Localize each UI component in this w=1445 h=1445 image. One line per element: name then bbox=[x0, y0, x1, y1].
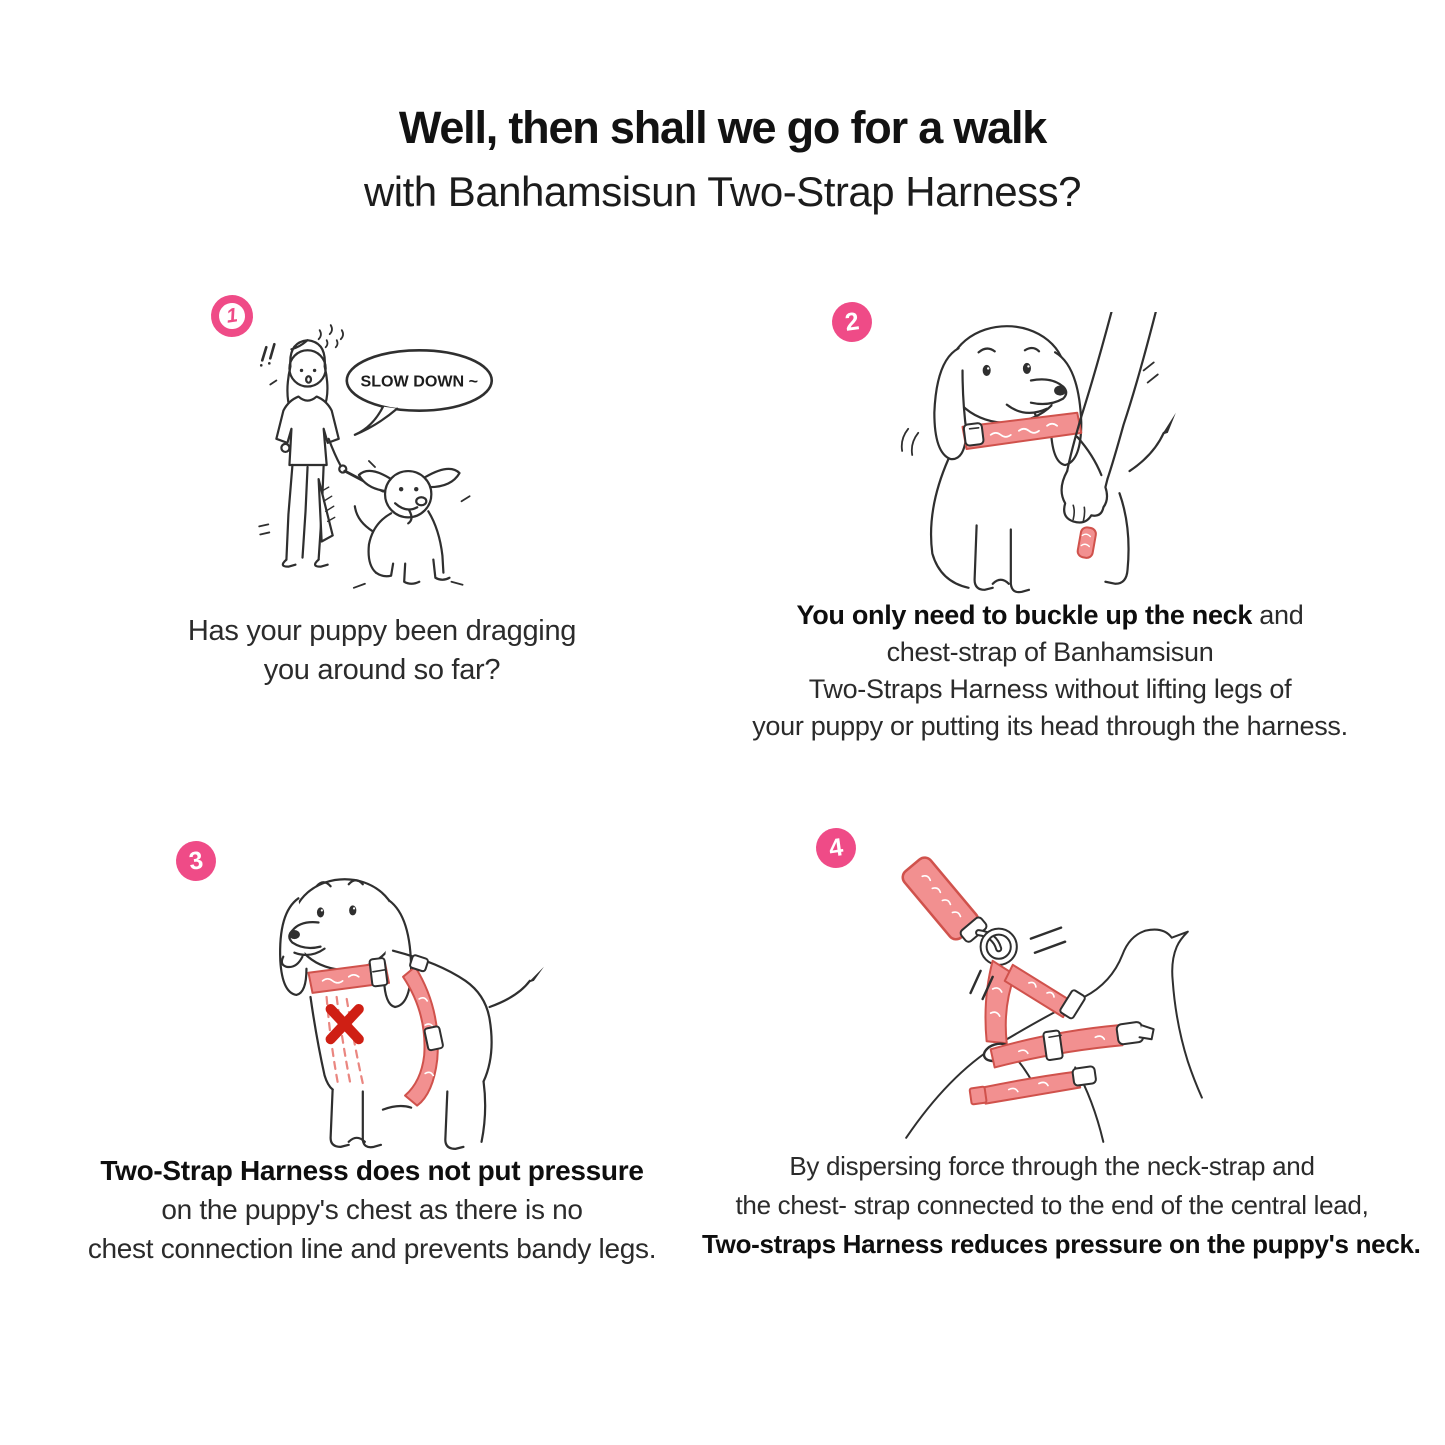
step-2-number-badge bbox=[829, 299, 874, 344]
caption-line bbox=[702, 1225, 1421, 1264]
chest-strap-buckle bbox=[424, 1026, 443, 1051]
collar-slider bbox=[369, 958, 387, 987]
speech-bubble bbox=[347, 350, 492, 435]
sweat-drops bbox=[319, 325, 343, 347]
lead-to-chest-strap bbox=[1005, 965, 1086, 1020]
illustration-owner-dragged-by-puppy bbox=[222, 318, 534, 610]
caption-line bbox=[700, 597, 1400, 634]
strap-end-tab bbox=[969, 1087, 986, 1105]
caption-text: You only need to buckle up the neck bbox=[796, 600, 1253, 630]
step-1-caption bbox=[32, 612, 732, 690]
caption-line bbox=[700, 671, 1400, 708]
leash-strap bbox=[899, 854, 988, 943]
caption-text: the chest- strap connected to the end of the central lead, bbox=[735, 1190, 1369, 1220]
exclamation-marks bbox=[262, 344, 274, 360]
caption-line bbox=[32, 612, 732, 651]
step-2-number: 2 bbox=[843, 306, 861, 337]
upper-chest-band bbox=[991, 1021, 1154, 1067]
caption-text: chest connection line and prevents bandy legs. bbox=[87, 1233, 657, 1264]
caption-text: on the puppy's chest as there is no bbox=[161, 1194, 583, 1225]
lower-band-buckle bbox=[1072, 1066, 1096, 1086]
step-4-caption bbox=[702, 1147, 1421, 1264]
caption-line bbox=[702, 1186, 1402, 1225]
caption-line bbox=[702, 1147, 1402, 1186]
illustration-hand-buckling-neck-strap bbox=[878, 312, 1200, 604]
caption-text: your puppy or putting its head through the harness. bbox=[752, 711, 1348, 741]
caption-text: you around so far? bbox=[263, 654, 501, 686]
x-mark bbox=[331, 1009, 359, 1039]
caption-line bbox=[700, 634, 1400, 671]
illustration-no-chest-pressure bbox=[232, 858, 554, 1155]
caption-line bbox=[700, 708, 1400, 745]
step-4-number: 4 bbox=[827, 832, 845, 863]
caption-text: and bbox=[1252, 600, 1304, 630]
collar-buckle bbox=[963, 423, 984, 446]
caption-text: chest-strap of Banhamsisun bbox=[886, 637, 1214, 667]
caption-line bbox=[22, 1229, 722, 1268]
step-2-caption bbox=[700, 597, 1400, 745]
caption-text: Two-Strap Harness does not put pressure bbox=[100, 1155, 644, 1186]
caption-line bbox=[22, 1190, 722, 1229]
caption-text: Two-Straps Harness without lifting legs of bbox=[808, 674, 1292, 704]
step-3-number: 3 bbox=[187, 845, 205, 876]
step-3-number-badge bbox=[173, 838, 218, 883]
caption-text: Two-straps Harness reduces pressure on the puppy's neck. bbox=[702, 1229, 1421, 1259]
step-1-number: 1 bbox=[224, 303, 239, 328]
step-4-number-badge bbox=[813, 825, 858, 870]
caption-line bbox=[32, 651, 732, 690]
chest-strap bbox=[403, 954, 443, 1105]
step-3-caption bbox=[22, 1151, 722, 1268]
speech-bubble-text: SLOW DOWN ~ bbox=[360, 372, 479, 391]
chest-strap-end bbox=[1077, 526, 1097, 558]
page-title-line-2: with Banhamsisun Two-Strap Harness? bbox=[363, 168, 1082, 215]
page-title-line-1: Well, then shall we go for a walk bbox=[398, 102, 1047, 153]
caption-line bbox=[22, 1151, 722, 1190]
caption-text: By dispersing force through the neck-strap and bbox=[789, 1151, 1315, 1181]
illustration-force-dispersing-harness bbox=[878, 838, 1220, 1150]
strap-slider bbox=[1059, 989, 1086, 1019]
caption-text: Has your puppy been dragging bbox=[187, 615, 577, 647]
lower-chest-band bbox=[969, 1066, 1096, 1105]
side-release-buckle bbox=[1116, 1021, 1144, 1044]
